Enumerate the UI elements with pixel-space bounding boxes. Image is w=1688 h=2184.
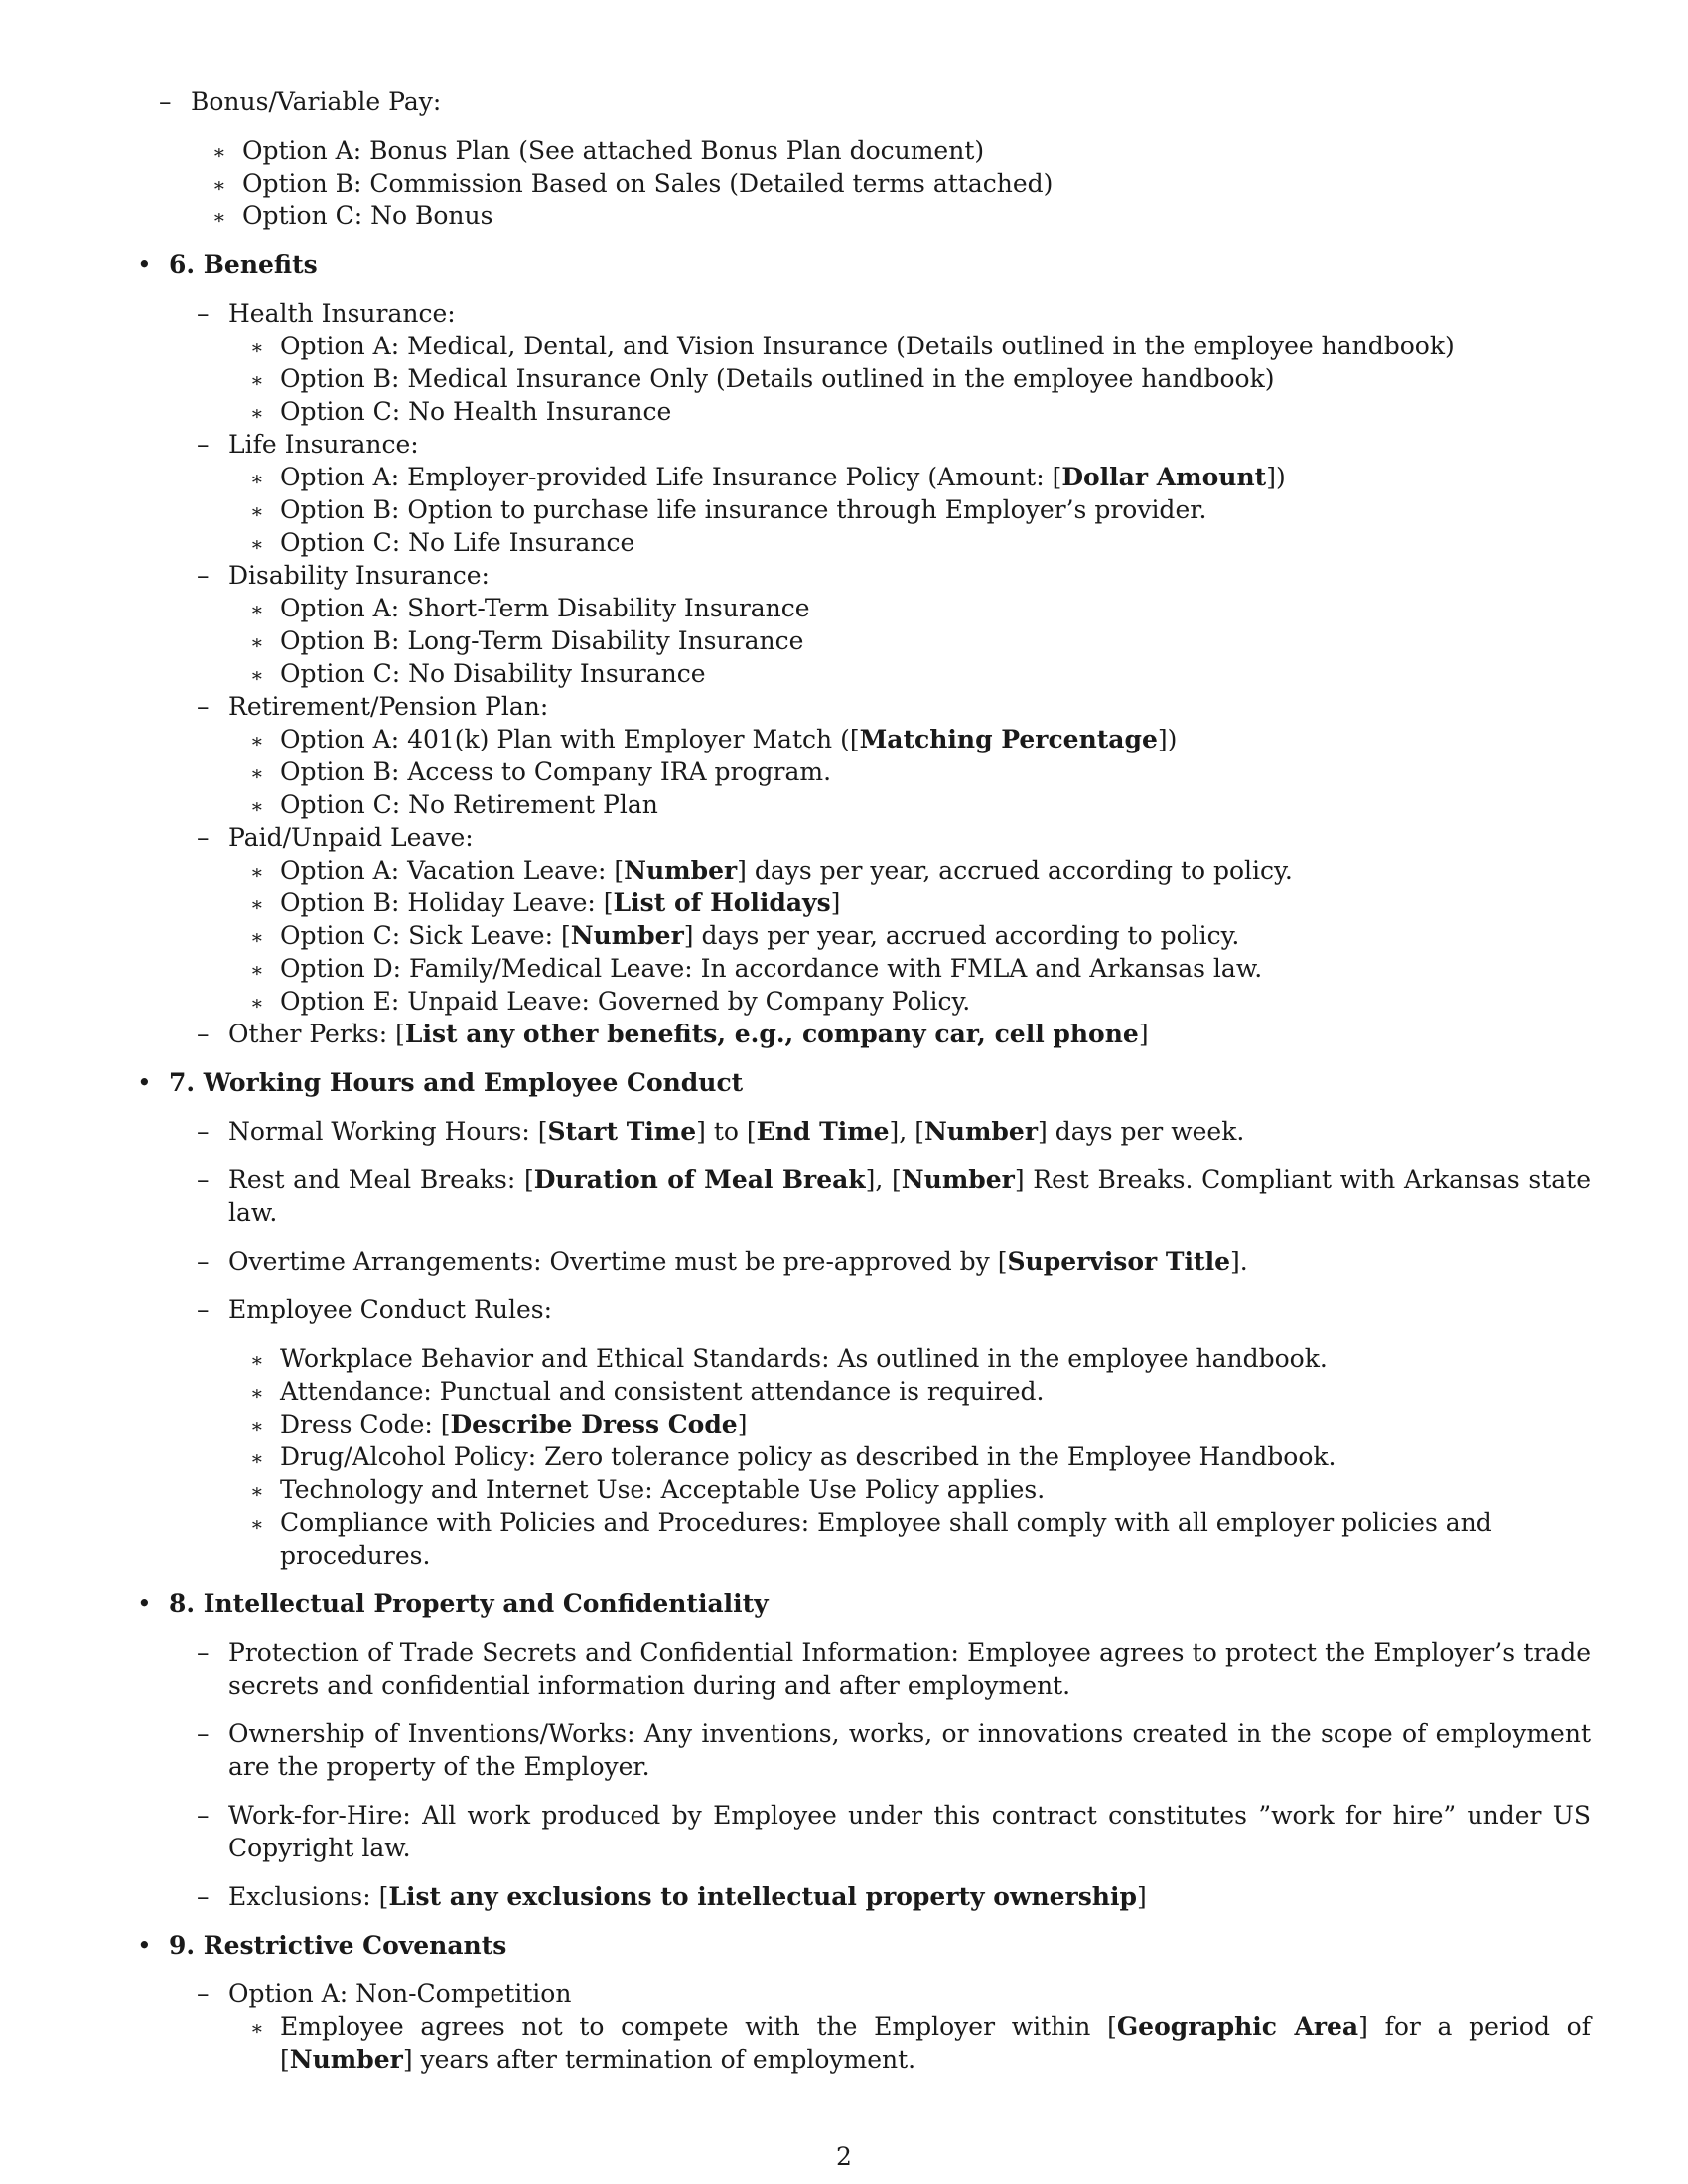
conduct-drug: Drug/Alcohol Policy: Zero tolerance policy as described in the Employee Handbook. [280, 1442, 1336, 1471]
section-title: 9. Restrictive Covenants [169, 1931, 507, 1960]
disability-option-c: Option C: No Disability Insurance [280, 659, 706, 688]
section-restrictive-covenants [131, 1929, 1591, 2076]
placeholder-field: Number [624, 856, 738, 885]
overtime-arrangements [169, 1245, 1591, 1278]
asterisk-marker: ∗ [250, 892, 264, 916]
asterisk-marker: ∗ [250, 368, 264, 392]
dash-marker: – [159, 87, 172, 116]
asterisk-marker: ∗ [250, 860, 264, 884]
asterisk-marker: ∗ [250, 958, 264, 982]
disability-label: Disability Insurance: [228, 561, 490, 590]
dash-marker: – [197, 299, 210, 328]
non-compete-text: Employee agrees not to compete with the Employer within [ [280, 2012, 1117, 2041]
list-item [228, 788, 1591, 821]
leave-option-a-end: ] days per year, accrued according to policy. [737, 856, 1293, 885]
bonus-section [131, 85, 1591, 232]
asterisk-marker: ∗ [250, 598, 264, 621]
life-option-a-end: ]) [1266, 463, 1286, 491]
placeholder-field: Geographic Area [1116, 2012, 1359, 2041]
health-insurance [169, 297, 1591, 428]
asterisk-marker: ∗ [250, 532, 264, 556]
dash-marker: – [197, 1638, 210, 1667]
bullet-marker: • [137, 1589, 152, 1618]
life-label: Life Insurance: [228, 430, 419, 459]
list-item [228, 1506, 1591, 1571]
list-item [191, 167, 1591, 200]
retirement-option-a-end: ]) [1157, 725, 1178, 753]
section-list [131, 248, 1591, 2076]
non-competition [169, 1978, 1591, 2076]
list-item [228, 1375, 1591, 1408]
list-item [228, 395, 1591, 428]
asterisk-marker: ∗ [250, 761, 264, 785]
bonus-options [191, 134, 1591, 232]
normal-working-hours [169, 1115, 1591, 1148]
list-item [191, 134, 1591, 167]
asterisk-marker: ∗ [250, 336, 264, 359]
placeholder-field: Matching Percentage [859, 725, 1158, 753]
list-item [228, 330, 1591, 362]
section-title: 6. Benefits [169, 250, 318, 279]
list-item [228, 887, 1591, 919]
leave-option-e: Option E: Unpaid Leave: Governed by Company Policy. [280, 987, 971, 1016]
leave-options [228, 854, 1591, 1018]
health-options [228, 330, 1591, 428]
exclusions [169, 1880, 1591, 1913]
list-item [228, 985, 1591, 1018]
disability-insurance [169, 559, 1591, 690]
life-options [228, 461, 1591, 559]
section-benefits [131, 248, 1591, 1050]
bonus-option-a: Option A: Bonus Plan (See attached Bonus Plan document) [242, 136, 985, 165]
trade-secrets-text: Protection of Trade Secrets and Confidential Information: Employee agrees to protect the Employer’s trade secrets and confidential information during and after employment. [228, 1638, 1591, 1700]
bonus-item [131, 85, 1591, 232]
dash-marker: – [197, 561, 210, 590]
list-item [228, 592, 1591, 624]
placeholder-field: List of Holidays [613, 888, 831, 917]
breaks-text: Rest and Meal Breaks: [ [228, 1165, 534, 1194]
section-intellectual-property [131, 1587, 1591, 1913]
placeholder-field: Number [570, 921, 684, 950]
perks-text: Other Perks: [ [228, 1020, 405, 1048]
asterisk-marker: ∗ [250, 2016, 264, 2040]
conduct-dress-text: Dress Code: [ [280, 1410, 451, 1438]
retirement-plan [169, 690, 1591, 821]
dash-marker: – [197, 823, 210, 852]
asterisk-marker: ∗ [250, 1381, 264, 1405]
list-item [228, 526, 1591, 559]
hours-text: Normal Working Hours: [ [228, 1117, 548, 1146]
overtime-text: Overtime Arrangements: Overtime must be pre-approved by [ [228, 1247, 1008, 1276]
list-item [228, 362, 1591, 395]
placeholder-field: Start Time [547, 1117, 697, 1146]
leave-option-b-text: Option B: Holiday Leave: [ [280, 888, 614, 917]
asterisk-marker: ∗ [250, 401, 264, 425]
placeholder-field: Number [289, 2045, 403, 2074]
exclusions-text: Exclusions: [ [228, 1882, 389, 1911]
rest-meal-breaks [169, 1163, 1591, 1229]
list-item [228, 723, 1591, 755]
list-item [228, 1408, 1591, 1440]
working-hours-list [169, 1115, 1591, 1571]
leave-option-b-end: ] [830, 888, 841, 917]
retirement-option-b: Option B: Access to Company IRA program. [280, 757, 832, 786]
asterisk-marker: ∗ [250, 1479, 264, 1503]
disability-options [228, 592, 1591, 690]
dash-marker: – [197, 430, 210, 459]
placeholder-field: Number [923, 1117, 1038, 1146]
overtime-text: ]. [1230, 1247, 1248, 1276]
non-compete-text: ] for a period of [ [280, 2012, 1591, 2074]
non-compete-text: ] years after termination of employment. [402, 2045, 916, 2074]
conduct-workplace: Workplace Behavior and Ethical Standards: As outlined in the employee handbook. [280, 1344, 1328, 1373]
work-for-hire-text: Work-for-Hire: All work produced by Employee under this contract constitutes ”work for hire” under US Copyright law. [228, 1801, 1591, 1862]
hours-text: ], [ [889, 1117, 924, 1146]
bullet-marker: • [137, 1931, 152, 1960]
dash-marker: – [197, 1296, 210, 1324]
placeholder-field: Describe Dress Code [450, 1410, 738, 1438]
placeholder-field: Duration of Meal Break [533, 1165, 866, 1194]
list-item [228, 2010, 1591, 2076]
placeholder-field: List any exclusions to intellectual property ownership [388, 1882, 1137, 1911]
list-item [228, 1473, 1591, 1506]
conduct-attendance: Attendance: Punctual and consistent attendance is required. [280, 1377, 1045, 1406]
asterisk-marker: ∗ [212, 140, 226, 164]
dash-marker: – [197, 1882, 210, 1911]
placeholder-field: End Time [756, 1117, 890, 1146]
disability-option-a: Option A: Short-Term Disability Insurance [280, 594, 810, 622]
life-option-a-text: Option A: Employer-provided Life Insurance Policy (Amount: [ [280, 463, 1062, 491]
disability-option-b: Option B: Long-Term Disability Insurance [280, 626, 804, 655]
asterisk-marker: ∗ [212, 205, 226, 229]
asterisk-marker: ∗ [250, 1348, 264, 1372]
leave-option-c-end: ] days per year, accrued according to policy. [683, 921, 1240, 950]
asterisk-marker: ∗ [250, 630, 264, 654]
list-item [228, 493, 1591, 526]
exclusions-end: ] [1136, 1882, 1147, 1911]
conduct-options [228, 1342, 1591, 1571]
breaks-text: ] Rest Breaks. Compliant with Arkansas state law. [228, 1165, 1591, 1227]
life-insurance [169, 428, 1591, 559]
asterisk-marker: ∗ [250, 794, 264, 818]
dash-marker: – [197, 1165, 210, 1194]
dash-marker: – [197, 692, 210, 721]
ip-list [169, 1636, 1591, 1913]
asterisk-marker: ∗ [250, 1512, 264, 1536]
leave-option-a-text: Option A: Vacation Leave: [ [280, 856, 625, 885]
conduct-compliance: Compliance with Policies and Procedures: Employee shall comply with all employer policies and procedures. [280, 1508, 1492, 1570]
hours-text: ] days per week. [1038, 1117, 1245, 1146]
trade-secrets [169, 1636, 1591, 1702]
life-option-c: Option C: No Life Insurance [280, 528, 635, 557]
bonus-option-b: Option B: Commission Based on Sales (Detailed terms attached) [242, 169, 1054, 198]
placeholder-field: Supervisor Title [1007, 1247, 1230, 1276]
retirement-option-a-text: Option A: 401(k) Plan with Employer Match ([ [280, 725, 860, 753]
dash-marker: – [197, 1247, 210, 1276]
breaks-text: ], [ [865, 1165, 902, 1194]
section-title: 8. Intellectual Property and Confidentiality [169, 1589, 769, 1618]
list-item [228, 657, 1591, 690]
list-item [191, 200, 1591, 232]
asterisk-marker: ∗ [250, 729, 264, 752]
list-item [228, 624, 1591, 657]
list-item [228, 1440, 1591, 1473]
covenants-list [169, 1978, 1591, 2076]
asterisk-marker: ∗ [212, 173, 226, 197]
other-perks [169, 1018, 1591, 1050]
conduct-dress-end: ] [737, 1410, 748, 1438]
benefits-list [169, 297, 1591, 1050]
asterisk-marker: ∗ [250, 991, 264, 1015]
section-title: 7. Working Hours and Employee Conduct [169, 1068, 744, 1097]
leave-option-c-text: Option C: Sick Leave: [ [280, 921, 571, 950]
dash-marker: – [197, 1117, 210, 1146]
dash-marker: – [197, 1020, 210, 1048]
list-item [228, 1342, 1591, 1375]
leave-option-d: Option D: Family/Medical Leave: In accordance with FMLA and Arkansas law. [280, 954, 1263, 983]
list-item [228, 952, 1591, 985]
retirement-options [228, 723, 1591, 821]
health-option-c: Option C: No Health Insurance [280, 397, 672, 426]
non-competition-options [228, 2010, 1591, 2076]
page-number: 2 [836, 2142, 852, 2171]
work-for-hire [169, 1799, 1591, 1864]
dash-marker: – [197, 1801, 210, 1830]
list-item [228, 919, 1591, 952]
ownership-inventions [169, 1717, 1591, 1783]
placeholder-field: List any other benefits, e.g., company car, cell phone [404, 1020, 1139, 1048]
health-option-b: Option B: Medical Insurance Only (Details outlined in the employee handbook) [280, 364, 1275, 393]
document-body [131, 85, 1591, 2076]
bullet-marker: • [137, 1068, 152, 1097]
leave-label: Paid/Unpaid Leave: [228, 823, 474, 852]
section-working-hours [131, 1066, 1591, 1571]
dash-marker: – [197, 1719, 210, 1748]
leave-policy [169, 821, 1591, 1018]
list-item [228, 854, 1591, 887]
ownership-text: Ownership of Inventions/Works: Any inventions, works, or innovations created in the scope of employment are the property of the Employer. [228, 1719, 1591, 1781]
asterisk-marker: ∗ [250, 467, 264, 490]
dash-marker: – [197, 1979, 210, 2008]
asterisk-marker: ∗ [250, 663, 264, 687]
bonus-label: Bonus/Variable Pay: [191, 87, 442, 116]
employee-conduct-rules [169, 1294, 1591, 1571]
non-competition-label: Option A: Non-Competition [228, 1979, 572, 2008]
health-label: Health Insurance: [228, 299, 456, 328]
retirement-option-c: Option C: No Retirement Plan [280, 790, 658, 819]
perks-end: ] [1138, 1020, 1149, 1048]
bonus-option-c: Option C: No Bonus [242, 202, 493, 230]
asterisk-marker: ∗ [250, 1446, 264, 1470]
retirement-label: Retirement/Pension Plan: [228, 692, 549, 721]
list-item [228, 755, 1591, 788]
asterisk-marker: ∗ [250, 499, 264, 523]
life-option-b: Option B: Option to purchase life insurance through Employer’s provider. [280, 495, 1207, 524]
bullet-marker: • [137, 250, 152, 279]
conduct-tech: Technology and Internet Use: Acceptable Use Policy applies. [280, 1475, 1046, 1504]
health-option-a: Option A: Medical, Dental, and Vision Insurance (Details outlined in the employee handbook) [280, 332, 1455, 360]
conduct-label: Employee Conduct Rules: [228, 1296, 553, 1324]
hours-text: ] to [ [696, 1117, 757, 1146]
placeholder-field: Dollar Amount [1061, 463, 1267, 491]
list-item [228, 461, 1591, 493]
placeholder-field: Number [901, 1165, 1015, 1194]
asterisk-marker: ∗ [250, 925, 264, 949]
asterisk-marker: ∗ [250, 1414, 264, 1437]
